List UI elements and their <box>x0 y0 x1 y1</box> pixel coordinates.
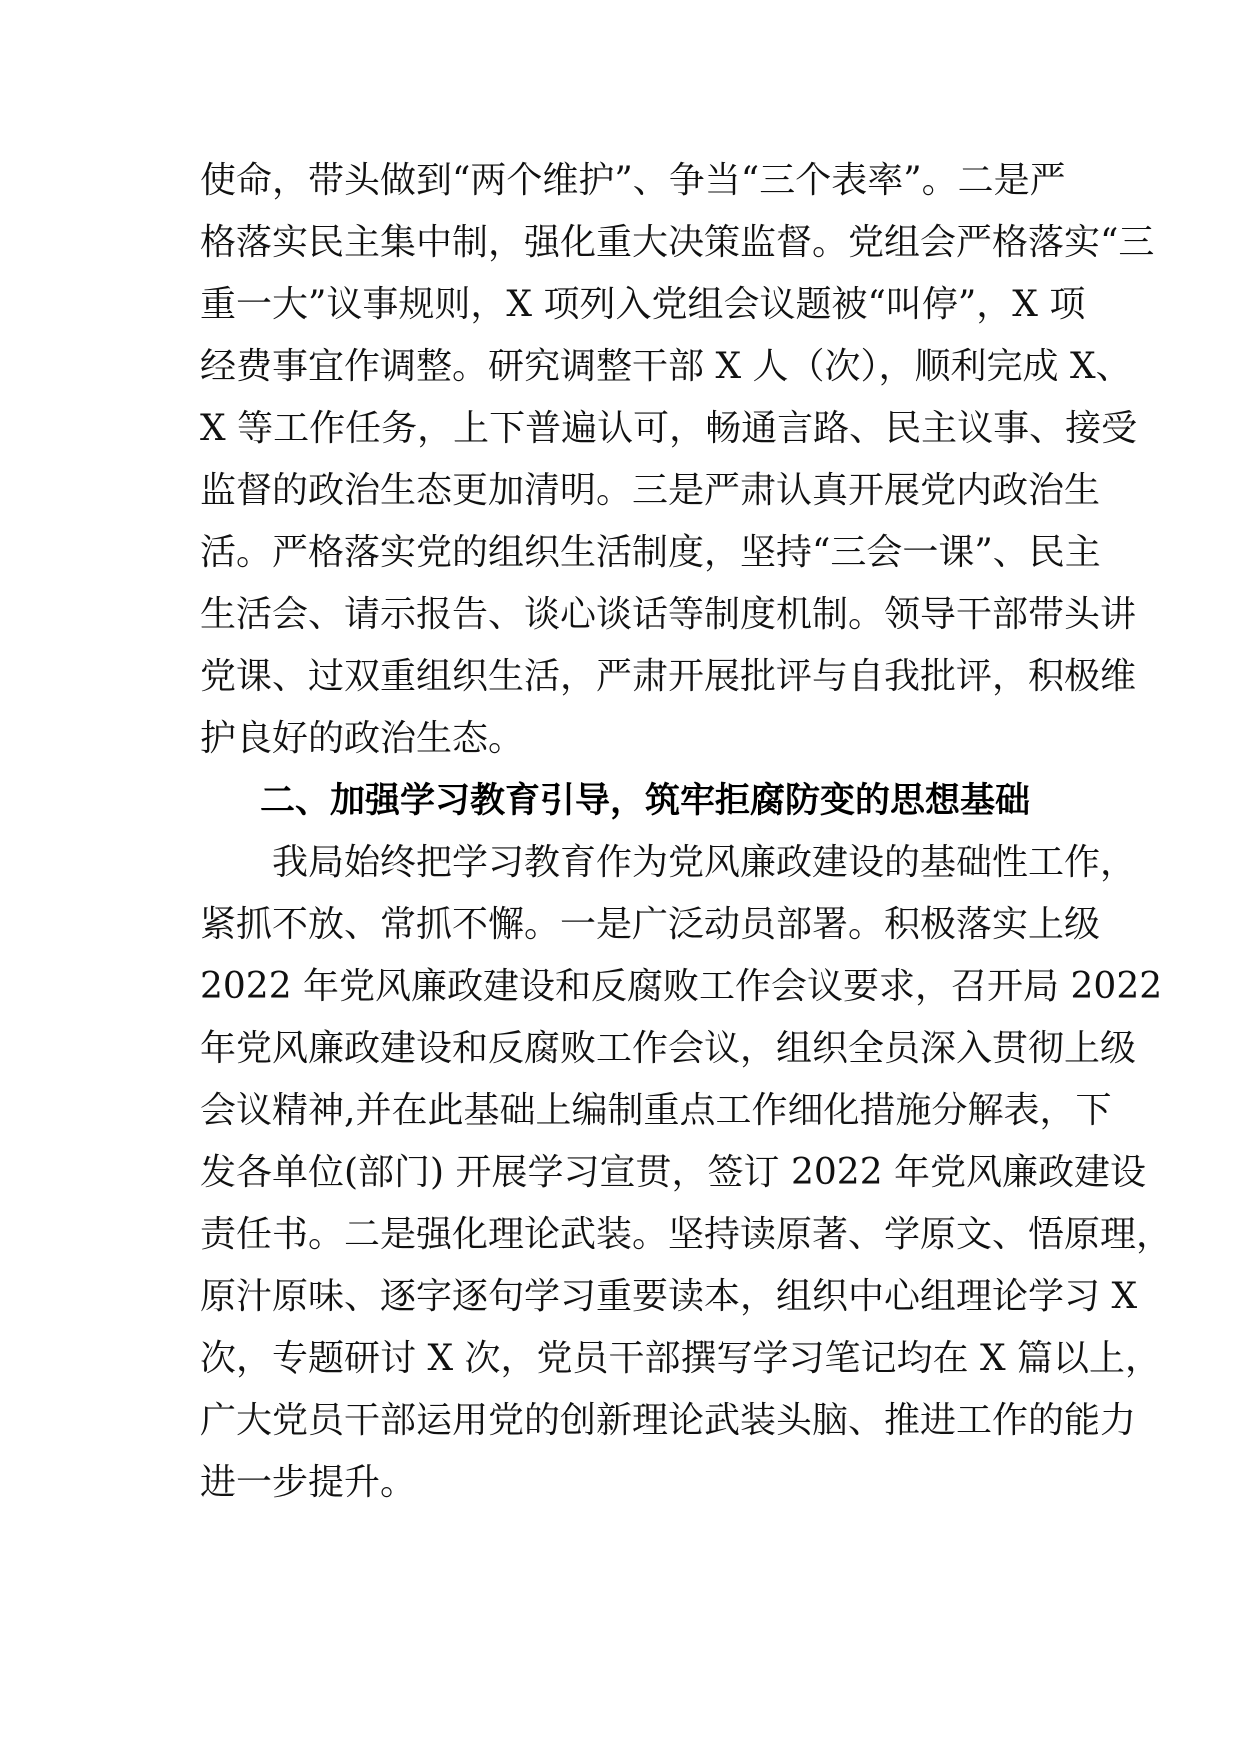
text-line: 次，专题研讨 X 次，党员干部撰写学习笔记均在 X 篇以上， <box>200 1338 1162 1379</box>
text-line: 进一步提升。 <box>200 1462 417 1503</box>
paragraph-political-life <box>200 150 1155 770</box>
text-line: 使命，带头做到“两个维护”、争当“三个表率”。二是严 <box>200 160 1066 201</box>
text-line: 年党风廉政建设和反腐败工作会议，组织全员深入贯彻上级 <box>200 1028 1137 1069</box>
text-line: 发各单位(部门) 开展学习宣贯，签订 2022 年党风廉政建设 <box>200 1152 1147 1193</box>
text-line: X 等工作任务，上下普遍认可，畅通言路、民主议事、接受 <box>200 408 1138 449</box>
text-line: 格落实民主集中制，强化重大决策监督。党组会严格落实“三 <box>200 222 1155 263</box>
text-line: 原汁原味、逐字逐句学习重要读本，组织中心组理论学习 X <box>200 1276 1138 1317</box>
text-line: 我局始终把学习教育作为党风廉政建设的基础性工作， <box>272 842 1137 883</box>
text-line: 生活会、请示报告、谈心谈话等制度机制。领导干部带头讲 <box>200 594 1137 635</box>
text-line: 经费事宜作调整。研究调整干部 X 人（次），顺利完成 X、 <box>200 346 1132 387</box>
text-line: 护良好的政治生态。 <box>200 718 525 759</box>
text-line: 监督的政治生态更加清明。三是严肃认真开展党内政治生 <box>200 470 1101 511</box>
text-line: 广大党员干部运用党的创新理论武装头脑、推进工作的能力 <box>200 1400 1137 1441</box>
section-heading: 二、加强学习教育引导，筑牢拒腐防变的思想基础 <box>260 781 1031 821</box>
document-body <box>200 150 1173 1514</box>
text-line: 会议精神,并在此基础上编制重点工作细化措施分解表，下 <box>200 1090 1112 1131</box>
paragraph-study-education <box>200 832 1173 1514</box>
text-line: 2022 年党风廉政建设和反腐败工作会议要求，召开局 2022 <box>200 966 1163 1007</box>
text-line: 活。严格落实党的组织生活制度，坚持“三会一课”、民主 <box>200 532 1101 573</box>
text-line: 党课、过双重组织生活，严肃开展批评与自我批评，积极维 <box>200 656 1137 697</box>
text-line: 责任书。二是强化理论武装。坚持读原著、学原文、悟原理， <box>200 1214 1173 1255</box>
text-line: 紧抓不放、常抓不懈。一是广泛动员部署。积极落实上级 <box>200 904 1101 945</box>
text-line: 重一大”议事规则，X 项列入党组会议题被“叫停”，X 项 <box>200 284 1086 325</box>
